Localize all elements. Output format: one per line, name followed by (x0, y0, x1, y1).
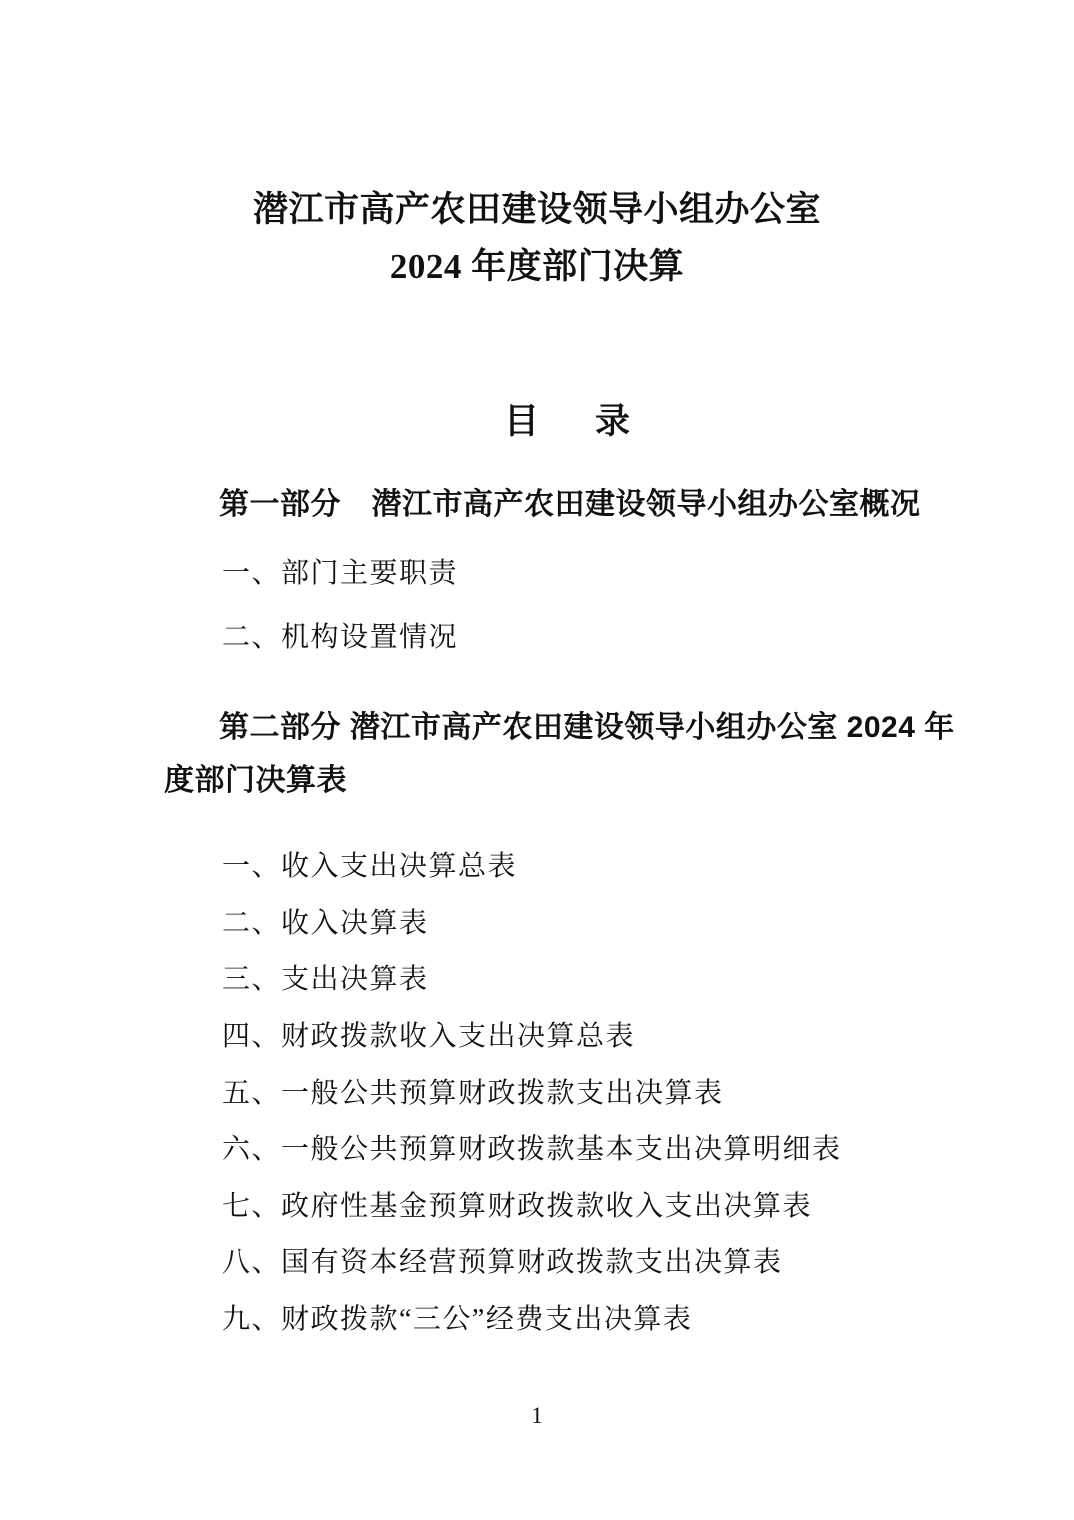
part2-item-2: 二、收入决算表 (222, 908, 429, 939)
part2-item-7: 七、政府性基金预算财政拨款收入支出决算表 (222, 1191, 813, 1222)
toc-heading-char1: 目 (504, 402, 540, 441)
part2-item-3: 三、支出决算表 (222, 964, 429, 995)
part2-item-1: 一、收入支出决算总表 (222, 851, 518, 882)
part2-item-4: 四、财政拨款收入支出决算总表 (222, 1021, 636, 1052)
toc-heading-char2: 录 (595, 402, 631, 441)
part2-heading-line1: 第二部分 潜江市高产农田建设领导小组办公室 2024 年 (219, 711, 955, 744)
document-title-line1: 潜江市高产农田建设领导小组办公室 (252, 190, 821, 229)
part2-item-9: 九、财政拨款“三公”经费支出决算表 (222, 1304, 693, 1335)
part2-heading-line2: 度部门决算表 (164, 764, 347, 797)
part1-item-2: 二、机构设置情况 (222, 622, 459, 653)
part2-item-8: 八、国有资本经营预算财政拨款支出决算表 (222, 1247, 783, 1278)
part2-item-6: 六、一般公共预算财政拨款基本支出决算明细表 (222, 1134, 842, 1165)
document-title-line2: 2024 年度部门决算 (389, 247, 685, 286)
part1-item-1: 一、部门主要职责 (222, 558, 459, 589)
part2-item-5: 五、一般公共预算财政拨款支出决算表 (222, 1078, 724, 1109)
page-number: 1 (531, 1403, 543, 1428)
part1-heading: 第一部分 潜江市高产农田建设领导小组办公室概况 (219, 488, 921, 521)
toc-heading (504, 404, 630, 439)
